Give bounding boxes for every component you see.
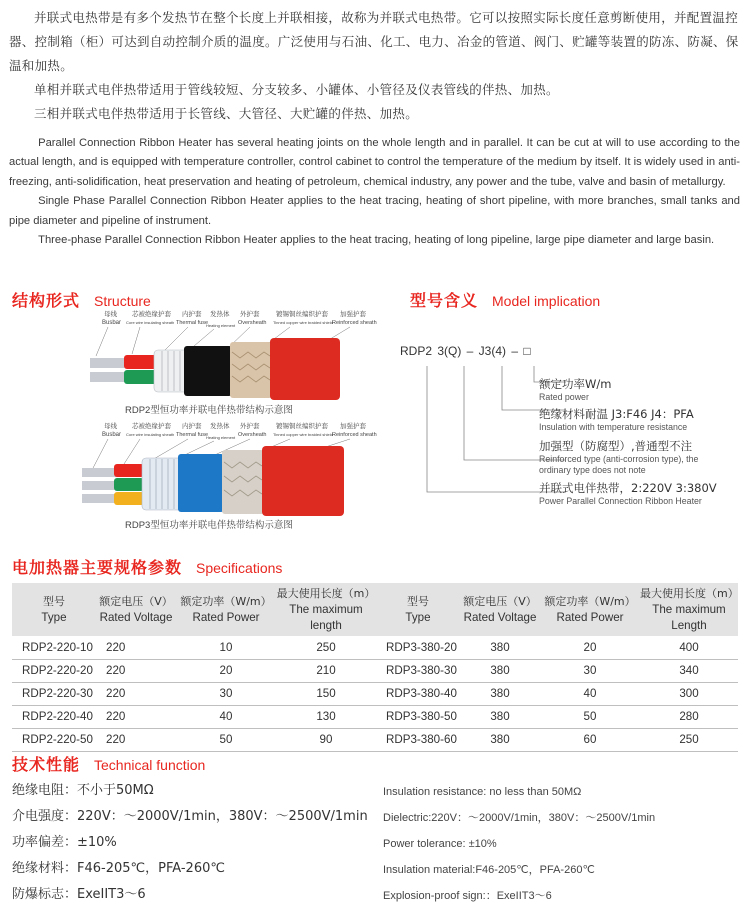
cell-type: RDP3-380-50 [376,705,460,728]
model-implication-diagram [390,330,750,510]
cell-power: 40 [176,705,276,728]
label-braided-shield-en: Tinned copper wire braided shield [273,320,333,325]
intro-cn-paragraph: 三相并联式电伴热带适用于长管线、大管径、大贮罐的伴热、加热。 [34,106,419,121]
cell-power: 50 [176,728,276,751]
specs-header-row [12,583,738,636]
tech-item-explosion-proof: 防爆标志：ExeIIT3～6 [12,887,146,902]
inner-sheath [154,350,188,392]
oversheath-blue [178,454,224,512]
cell-voltage: 380 [460,705,540,728]
cell-power: 30 [540,659,640,682]
label-oversheath-cn: 外护套 [240,310,260,318]
technical-title-en: Technical function [94,757,206,773]
busbar-wire [90,358,128,368]
rdp2-cable-diagram [80,308,380,408]
model-entry-en-cont: ordinary type does not note [539,465,646,475]
cell-power: 50 [540,705,640,728]
structure-title-en: Structure [94,293,151,309]
table-row [12,659,738,682]
label-inner-sheath-cn: 内护套 [182,310,202,318]
cell-type: RDP2-220-20 [12,659,96,682]
cell-voltage: 380 [460,728,540,751]
cell-voltage: 220 [96,705,176,728]
technical-list-cn [12,778,368,903]
model-title-cn: 型号含义 [410,291,479,310]
cell-length: 340 [640,659,738,682]
model-entry-insulation [539,406,694,433]
cell-power: 10 [176,636,276,659]
header-rated-power: 额定功率（W/m） Rated Power [180,595,272,624]
tech-item-insulation-material-en: Insulation material:F46-205℃，PFA-260℃ [383,864,595,876]
model-entry-rated-power [539,376,611,403]
cell-length: 130 [276,705,376,728]
intro-en-paragraph: Parallel Connection Ribbon Heater has several heating joints on the whole length and in parallel. It can be cut at will to use according to the actual length, and is equipped with temperature controller, control cabinet to control the temperature of the medium by itself. It is widely used in anti-freezing, anti-solidification, heat preservation and heating of petroleum, chemical industry, any power and the tube, valve and basin of metallurgy. [9,137,740,188]
label-reinforced-sheath-cn: 加强护套 [340,310,366,318]
rdp2-diagram-caption: RDP2型恒功率并联电伴热带结构示意图 [125,405,293,416]
specs-title-en: Specifications [196,560,283,576]
cell-type: RDP2-220-40 [12,705,96,728]
busbar-wire [82,494,118,503]
model-entry-cn: 并联式电伴热带，2:220V 3:380V [539,481,717,495]
cell-power: 30 [176,682,276,705]
cell-voltage: 380 [460,636,540,659]
cell-power: 20 [540,636,640,659]
cell-type: RDP3-380-30 [376,659,460,682]
tech-item-insulation-resistance: 绝缘电阻：不小于50MΩ [12,783,154,798]
table-row [12,682,738,705]
rdp3-diagram-caption: RDP3型恒功率并联电伴热带结构示意图 [125,520,293,531]
cell-type: RDP2-220-10 [12,636,96,659]
label-busbar-cn: 母线 [104,422,117,430]
label-inner-sheath-en: Thermal fuse [176,432,209,438]
label-braided-shield-cn: 镀锡铜丝编织护套 [276,310,328,318]
cell-power: 60 [540,728,640,751]
braided-shield [222,450,264,514]
core-insulation-green [114,478,144,491]
label-core-sheath-en: Core wire insulating sheath [126,432,175,437]
technical-title [12,752,205,775]
label-reinforced-sheath-en: Reinforced sheath [332,432,377,438]
header-max-length: 最大使用长度（m） The maximum Length [640,587,739,632]
model-entry-cn: 加强型（防腐型）,普通型不注 [539,439,693,453]
cell-type: RDP3-380-20 [376,636,460,659]
model-entry-en: Power Parallel Connection Ribbon Heater [539,496,702,506]
cell-voltage: 380 [460,659,540,682]
cell-length: 400 [640,636,738,659]
label-heating-element-cn: 发热体 [210,310,230,318]
cell-type: RDP3-380-60 [376,728,460,751]
model-title-en: Model implication [492,293,601,309]
model-entry-cn: 绝缘材料耐温 J3:F46 J4：PFA [539,407,694,421]
cell-voltage: 220 [96,728,176,751]
cell-length: 210 [276,659,376,682]
cell-power: 20 [176,659,276,682]
header-rated-power: 额定功率（W/m） Rated Power [544,595,636,624]
intro-english [9,134,740,250]
model-title [410,288,600,311]
table-row [12,705,738,728]
label-reinforced-sheath-cn: 加强护套 [340,422,366,430]
label-core-sheath-en: Core wire insulating sheath [126,320,175,325]
cell-length: 300 [640,682,738,705]
specs-title-cn: 电加热器主要规格参数 [12,558,183,577]
label-heating-element-cn: 发热体 [210,422,230,430]
model-entry-reinforced [539,438,698,476]
label-inner-sheath-cn: 内护套 [182,422,202,430]
label-inner-sheath-en: Thermal fuse [176,320,209,326]
specs-title [12,555,282,578]
busbar-wire [82,468,118,477]
technical-title-cn: 技术性能 [12,755,81,774]
model-entry-series [539,480,717,507]
tech-item-dielectric-strength-en: Dielectric:220V：～2000V/1min，380V：～2500V/1min [383,812,656,824]
label-core-sheath-cn: 芯被绝缘护套 [132,310,171,318]
reinforced-sheath-red [270,338,340,400]
label-braided-shield-cn: 镀锡铜丝编织护套 [276,422,328,430]
model-entry-en: Rated power [539,392,589,402]
label-oversheath-en: Oversheath [238,432,267,438]
core-insulation-red [124,355,158,369]
intro-chinese [9,6,739,126]
header-rated-voltage: 额定电压（V） Rated Voltage [463,595,537,624]
cell-length: 250 [640,728,738,751]
core-insulation-red [114,464,144,477]
label-reinforced-sheath-en: Reinforced sheath [332,320,377,326]
cell-voltage: 220 [96,636,176,659]
tech-item-insulation-resistance-en: Insulation resistance: no less than 50MΩ [383,786,582,798]
label-busbar-en: Busbar [102,320,122,326]
label-oversheath-en: Oversheath [238,320,267,326]
label-core-sheath-cn: 芯被绝缘护套 [132,422,171,430]
model-code: RDP2 3(Q) – J3(4) – □ [400,344,531,358]
specs-table [12,583,738,752]
header-max-length: 最大使用长度（m） The maximum length [276,587,376,632]
header-type: 型号 Type [41,595,67,624]
model-entry-cn: 额定功率W/m [539,377,612,391]
technical-list-en [383,780,655,903]
model-entry-en: Reinforced type (anti-corrosion type), the [539,454,699,464]
cell-length: 280 [640,705,738,728]
tech-item-insulation-material: 绝缘材料：F46-205℃，PFA-260℃ [12,861,225,876]
cell-type: RDP2-220-50 [12,728,96,751]
label-oversheath-cn: 外护套 [240,422,260,430]
label-heating-element-en: Heating element [206,323,236,328]
model-entry-en: Insulation with temperature resistance [539,422,688,432]
busbar-wire [82,481,118,490]
structure-title-cn: 结构形式 [12,291,81,310]
cell-type: RDP2-220-30 [12,682,96,705]
label-busbar-cn: 母线 [104,310,117,318]
braided-shield [230,342,272,398]
busbar-wire [90,372,128,382]
cell-voltage: 380 [460,682,540,705]
core-insulation-green [124,370,158,384]
header-type: 型号 Type [405,595,431,624]
header-rated-voltage: 额定电压（V） Rated Voltage [99,595,173,624]
label-heating-element-en: Heating element [206,435,236,440]
label-busbar-en: Busbar [102,432,122,438]
cell-power: 40 [540,682,640,705]
cell-length: 90 [276,728,376,751]
cell-length: 250 [276,636,376,659]
intro-en-paragraph: Single Phase Parallel Connection Ribbon Heater applies to the heat tracing, heating of short pipeline, with more branches, small tanks and pipe diameter and pipeline of instrument. [9,195,740,227]
table-row [12,728,738,751]
cell-voltage: 220 [96,659,176,682]
tech-item-explosion-proof-en: Explosion-proof sign:：ExeIIT3～6 [383,890,552,902]
oversheath-black [184,346,232,396]
label-braided-shield-en: Tinned copper wire braided shield [273,432,333,437]
cell-length: 150 [276,682,376,705]
intro-cn-paragraph: 单相并联式电伴热带适用于管线较短、分支较多、小罐体、小管径及仪表管线的伴热、加热。 [34,82,559,97]
tech-item-power-tolerance: 功率偏差：±10% [12,835,117,850]
cell-type: RDP3-380-40 [376,682,460,705]
intro-cn-paragraph: 并联式电热带是有多个发热节在整个长度上并联相接，故称为并联式电热带。它可以按照实际长度任意剪断使用，并配置温控器、控制箱（柜）可达到自动控制介质的温度。广泛使用与石油、化工、电力、冶金的管道、阀门、贮罐等装置的防冻、防凝、保温和加热。 [9,10,739,73]
reinforced-sheath-red [262,446,344,516]
cell-voltage: 220 [96,682,176,705]
table-row [12,636,738,659]
rdp3-cable-diagram [80,420,380,520]
tech-item-power-tolerance-en: Power tolerance: ±10% [383,838,497,850]
core-insulation-yellow [114,492,144,505]
intro-en-paragraph: Three-phase Parallel Connection Ribbon Heater applies to the heat tracing, heating of long pipeline, large pipe diameter and large basin. [38,234,715,247]
tech-item-dielectric-strength: 介电强度：220V：～2000V/1min，380V：～2500V/1min [12,809,368,824]
